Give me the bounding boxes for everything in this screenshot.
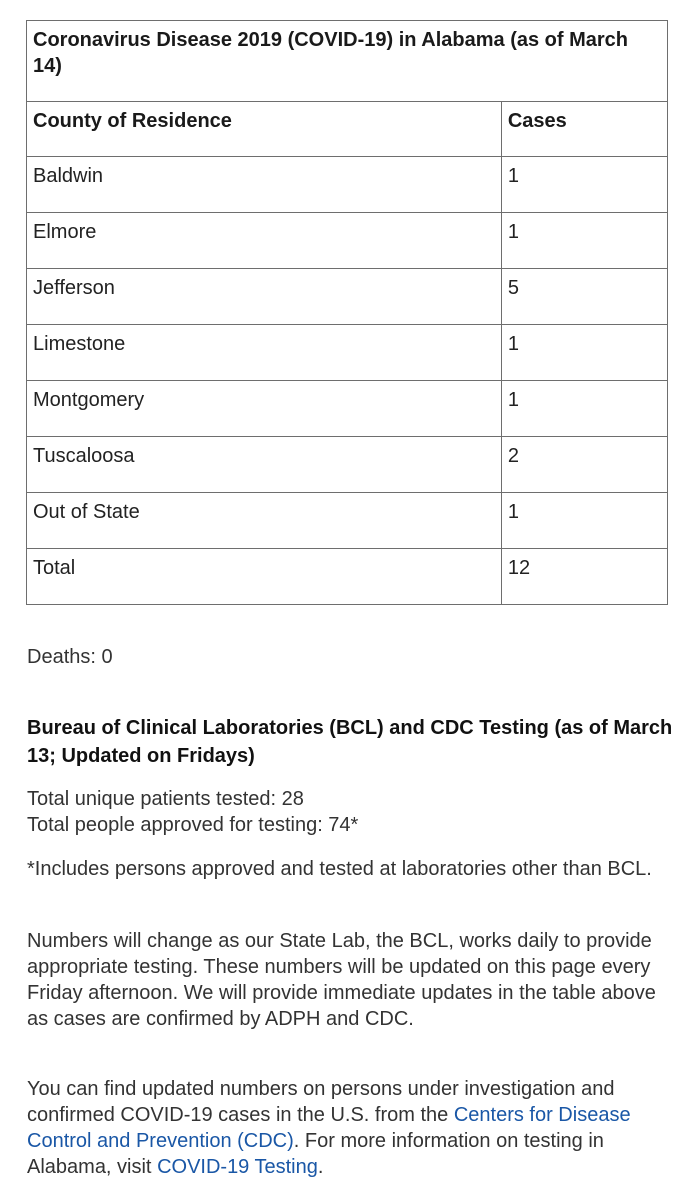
more-info-paragraph xyxy=(27,1076,677,1180)
table-row xyxy=(27,269,668,325)
cases-cell: 1 xyxy=(501,493,667,549)
covid-testing-link[interactable]: COVID-19 Testing xyxy=(157,1156,318,1178)
cases-cell: 1 xyxy=(501,325,667,381)
header-county: County of Residence xyxy=(27,102,502,157)
tested-count: Total unique patients tested: 28 xyxy=(27,788,304,810)
header-cases: Cases xyxy=(501,102,667,157)
more-info-text-3: . xyxy=(317,1156,324,1178)
cases-cell: 5 xyxy=(501,269,667,325)
more-info-text-2: . For more information on testing in Alabama, visit xyxy=(27,1130,604,1178)
cases-cell: 2 xyxy=(501,437,667,493)
cdc-link[interactable]: Centers for Disease Control and Prevention (CDC) xyxy=(27,1104,631,1152)
table-row xyxy=(27,157,668,213)
cases-cell: 1 xyxy=(501,381,667,437)
county-cell: Baldwin xyxy=(27,157,502,213)
approved-count: Total people approved for testing: 74* xyxy=(27,814,359,836)
table-caption-row xyxy=(27,21,668,102)
table-header-row xyxy=(27,102,668,157)
county-cell: Jefferson xyxy=(27,269,502,325)
county-cell: Tuscaloosa xyxy=(27,437,502,493)
testing-totals xyxy=(27,786,677,838)
bcl-heading: Bureau of Clinical Laboratories (BCL) and CDC Testing (as of March 13; Updated on Fridays) xyxy=(27,717,673,767)
county-cell: Elmore xyxy=(27,213,502,269)
footnote: *Includes persons approved and tested at laboratories other than BCL. xyxy=(27,858,652,880)
more-info-text-1: You can find updated numbers on persons under investigation and confirmed COVID-19 cases in the U.S. from the xyxy=(27,1078,615,1126)
total-cases-cell: 12 xyxy=(501,549,667,605)
table-row xyxy=(27,381,668,437)
table-row xyxy=(27,325,668,381)
county-cell: Out of State xyxy=(27,493,502,549)
cases-cell: 1 xyxy=(501,157,667,213)
table-row xyxy=(27,437,668,493)
table-caption: Coronavirus Disease 2019 (COVID-19) in Alabama (as of March 14) xyxy=(27,21,668,102)
numbers-note: Numbers will change as our State Lab, the BCL, works daily to provide appropriate testing. These numbers will be updated on this page every Friday afternoon. We will provide immediate updates in the table above as cases are confirmed by ADPH and CDC. xyxy=(27,930,656,1030)
cases-table xyxy=(26,20,668,605)
table-row-total xyxy=(27,549,668,605)
total-label-cell: Total xyxy=(27,549,502,605)
deaths-count: Deaths: 0 xyxy=(27,646,113,668)
table-row xyxy=(27,213,668,269)
county-cell: Limestone xyxy=(27,325,502,381)
cases-cell: 1 xyxy=(501,213,667,269)
county-cell: Montgomery xyxy=(27,381,502,437)
table-row xyxy=(27,493,668,549)
